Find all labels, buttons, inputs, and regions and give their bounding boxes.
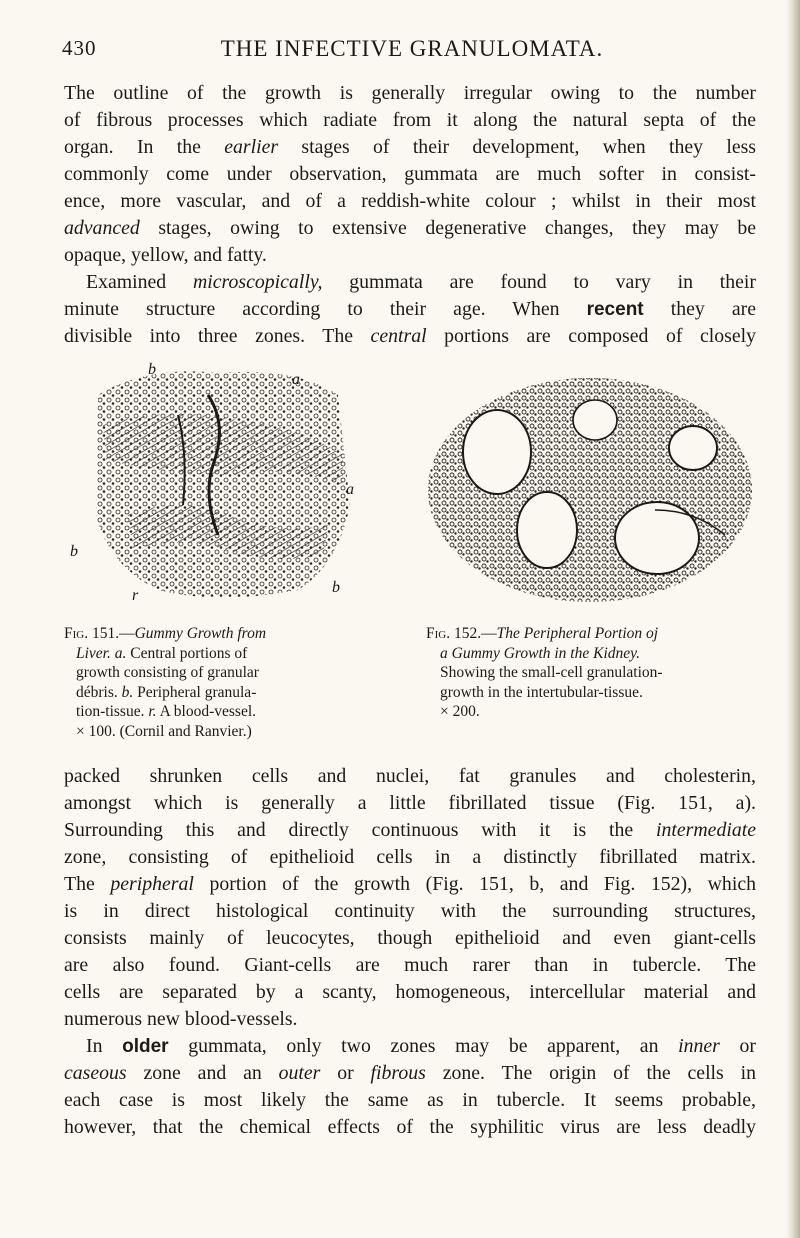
emphasis-advanced: advanced — [64, 217, 140, 239]
emphasis-central: central — [370, 325, 427, 347]
text-line: consists mainly of leucocytes, though epithelioid and even giant-cells — [64, 927, 756, 949]
caption-fig-152: Fig. 152.—The Peripheral Portion oj a Gummy Growth in the Kidney. Showing the small-cell granulation- growth in the intertubular-tissue. × 200. — [426, 625, 663, 720]
label-b-bottom: b — [332, 579, 340, 596]
text-line: is in direct histological continuity with the surrounding structures, — [64, 900, 756, 922]
page-header — [62, 36, 762, 66]
label-r: r — [132, 587, 139, 604]
text-line: numerous new blood-vessels. — [64, 1008, 298, 1030]
fig-number: Fig. 152. — [426, 625, 482, 642]
caption-fig-151: Fig. 151.—Gummy Growth from Liver. a. Central portions of growth consisting of granular débris. b. Peripheral granula- tion-tissue. r. A blood-vessel. × 100. (Cornil and Ranvier.) — [64, 625, 267, 740]
text-line: zone, consisting of epithelioid cells in a distinctly fibrillated matrix. — [64, 846, 756, 868]
text-line: divisible into three zones. The central portions are composed of closely — [64, 325, 756, 347]
text-line: The outline of the growth is generally irregular owing to the number — [64, 82, 756, 104]
text-line: advanced stages, owing to extensive degenerative changes, they may be — [64, 217, 756, 239]
gummy-liver-illustration — [88, 365, 358, 605]
text-line: opaque, yellow, and fatty. — [64, 244, 267, 266]
text-line: In older gummata, only two zones may be apparent, an inner or — [86, 1035, 756, 1057]
figure-151 — [70, 355, 370, 605]
text-line: caseous zone and an outer or fibrous zone. The origin of the cells in — [64, 1062, 756, 1084]
label-b-left: b — [70, 543, 78, 560]
label-a-top: a — [292, 371, 300, 388]
text-line: Examined microscopically, gummata are found to vary in their — [86, 271, 756, 293]
bold-recent: recent — [586, 299, 644, 320]
text-line: minute structure according to their age. When recent they are — [64, 298, 756, 320]
text-line: cells are separated by a scanty, homogeneous, intercellular material and — [64, 981, 756, 1003]
text-line: The peripheral portion of the growth (Fig. 151, b, and Fig. 152), which — [64, 873, 756, 895]
running-title: THE INFECTIVE GRANULOMATA. — [220, 36, 604, 61]
figure-152 — [425, 360, 765, 605]
text-line: organ. In the earlier stages of their development, when they less — [64, 136, 757, 158]
bold-older: older — [122, 1036, 169, 1057]
text-line: Surrounding this and directly continuous with it is the intermediate — [64, 819, 756, 841]
emphasis-intermediate: intermediate — [656, 819, 756, 841]
paragraph-zones — [64, 763, 756, 1033]
label-a-right: a — [346, 481, 354, 498]
paragraph-microscopic — [64, 269, 756, 350]
label-b-top: b — [148, 361, 156, 378]
page-edge-shadow — [786, 0, 800, 1238]
page-number: 430 — [62, 36, 97, 60]
text-line: however, that the chemical effects of the syphilitic virus are less deadly — [64, 1116, 756, 1138]
paragraph-older — [64, 1033, 756, 1141]
text-line: each case is most likely the same as in tubercle. It seems probable, — [64, 1089, 756, 1111]
emphasis-microscopically: microscopically, — [192, 271, 323, 293]
text-line: ence, more vascular, and of a reddish-white colour ; whilst in their most — [64, 190, 756, 212]
fig-number: Fig. 151. — [64, 625, 120, 642]
paragraph-outline — [64, 80, 756, 269]
text-line: amongst which is generally a little fibrillated tissue (Fig. 151, a). — [64, 792, 756, 814]
text-line: of fibrous processes which radiate from it along the natural septa of the — [64, 109, 756, 131]
emphasis-earlier: earlier — [224, 136, 279, 158]
text-line: commonly come under observation, gummata are much softer in consist- — [64, 163, 756, 185]
kidney-gummy-illustration — [425, 360, 765, 605]
text-line: are also found. Giant-cells are much rarer than in tubercle. The — [64, 954, 756, 976]
text-line: packed shrunken cells and nuclei, fat granules and cholesterin, — [64, 765, 756, 787]
emphasis-peripheral: peripheral — [110, 873, 194, 895]
